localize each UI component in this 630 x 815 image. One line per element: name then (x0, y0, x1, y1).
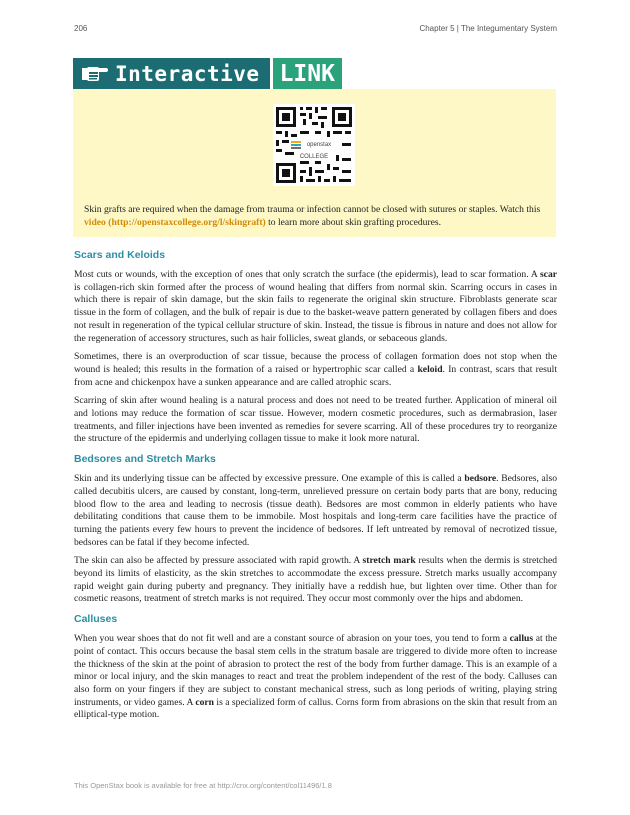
openstax-stripes-icon (291, 141, 301, 149)
main-content (74, 248, 557, 728)
term-stretch-mark: stretch mark (362, 555, 416, 567)
chapter-title: Chapter 5 | The Integumentary System (419, 24, 557, 33)
video-link[interactable]: video (http://openstaxcollege.org/l/skingraft) (84, 217, 266, 228)
page-number: 206 (74, 24, 88, 33)
pointing-hand-icon (81, 64, 109, 84)
term-callus: callus (509, 633, 534, 645)
section-heading-scars: Scars and Keloids (74, 249, 166, 261)
paragraph: The skin can also be affected by pressure associated with rapid growth. A stretch mark results when the dermis is stretched beyond its limits of elasticity, as the skin stretches to accommodate the excess pressure. Stretch marks usually accompany rapid weight gain during puberty and pregnancy. They initially have a reddish hue, but lighten over time. Other than for cosmetic reasons, treatment of stretch marks is not required. They occur most commonly over the hips and abdomen. (74, 555, 558, 605)
link-word: LINK (273, 58, 342, 89)
term-keloid: keloid (417, 363, 443, 375)
section-heading-bedsores: Bedsores and Stretch Marks (74, 453, 216, 466)
paragraph: Sometimes, there is an overproduction of scar tissue, because the process of collagen formation does not stop when the wound is healed; this results in the formation of a raised or hypertrophic scar called a keloid. In contrast, scars that result from acne and chickenpox have a sunken appearance and are called atrophic scars. (74, 351, 557, 388)
term-bedsore: bedsore (464, 473, 497, 485)
term-corn: corn (195, 696, 215, 708)
interactive-link-banner (73, 58, 342, 89)
section-heading-calluses: Calluses (74, 613, 118, 626)
paragraph: Skin and its underlying tissue can be affected by excessive pressure. One example of this is called a bedsore. Bedsores, also called decubitis ulcers, are caused by constant, long-term, unrelieved pressure on certain body parts that are bony, reducing blood flow to the area and leading to necrosis (tissue death). Bedsores are most common in elderly patients who have debilitating conditions that cause them to be immobile. Most hospitals and long-term care facilities have the practice of turning the patients every few hours to prevent the incidence of bedsores. If left untreated by removal of necrotized tissue, bedsores can be fatal if they become infected. (74, 473, 558, 548)
openstax-logo: openstax COLLEGE (289, 139, 339, 151)
paragraph: Scarring of skin after wound healing is a natural process and does not need to be treated further. Application of mineral oil and lotions may reduce the formation of scar tissue. However, modern cosmetic procedures, such as dermabrasion, laser treatments, and filler injections have been invented as remedies for severe scarring. All of these procedures try to reorganize the structure of the epidermis and underlying collagen tissue to make it look more natural. (74, 395, 557, 445)
paragraph: When you wear shoes that do not fit well and are a constant source of abrasion on your toes, you tend to form a callus at the point of contact. This occurs because the basal stem cells in the stratum basale are triggered to divide more often to increase the thickness of the skin at the point of abrasion to protect the rest of the body from further damage. This is an example of a minor or local injury, and the skin manages to react and treat the problem independent of the rest of the body. Calluses can also form on your fingers if they are subject to constant mechanical stress, such as long periods of writing, playing string instruments, or video games. A corn is a specialized form of callus. Corns form from abrasions on the skin that result from an elliptical-type motion. (74, 633, 557, 721)
paragraph: Most cuts or wounds, with the exception of ones that only scratch the surface (the epidermis), lead to scar formation. A scar is collagen-rich skin formed after the process of wound healing that differs from normal skin. Scarring occurs in cases in which there is repair of skin damage, but the skin fails to regenerate the original skin structure. Fibroblasts generate scar tissue in the form of collagen, and the bulk of repair is due to the basket-weave pattern generated by collagen fibers and does not result in regeneration of the typical cellular structure of skin. Instead, the tissue is fibrous in nature and does not allow for the regeneration of accessory structures, such as hair follicles, sweat glands, or sebaceous glands. (74, 269, 557, 344)
interactive-label (73, 58, 270, 89)
page-footer: This OpenStax book is available for free at http://cnx.org/content/col11496/1.8 (74, 781, 332, 790)
interactive-link-box (73, 89, 556, 237)
term-scar: scar (539, 269, 557, 280)
interactive-word: Interactive (115, 61, 260, 86)
interactive-link-text: Skin grafts are required when the damage from trauma or infection cannot be closed with sutures or staples. Watch this video (http://openstaxcollege.org/l/skingraft) to learn more about skin grafting procedures. (84, 204, 541, 228)
